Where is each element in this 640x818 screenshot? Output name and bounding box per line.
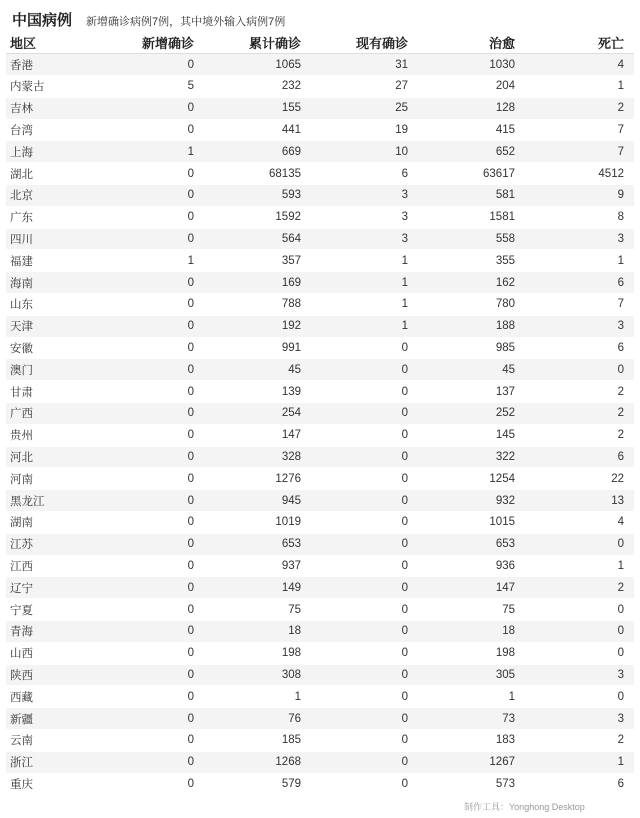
table-header-row: [6, 32, 634, 54]
cell-total-confirmed: 1276: [200, 468, 307, 490]
cell-total-confirmed: 1592: [200, 206, 307, 228]
cell-active-confirmed: 1: [307, 294, 414, 316]
cell-deaths: 6: [521, 446, 634, 468]
cell-cured: 581: [414, 185, 521, 207]
cell-cured: 145: [414, 424, 521, 446]
cell-cured: 73: [414, 708, 521, 730]
cell-total-confirmed: 45: [200, 359, 307, 381]
cell-active-confirmed: 10: [307, 141, 414, 163]
table-row: [6, 294, 634, 316]
column-header-deaths[interactable]: 死亡: [521, 32, 634, 54]
cases-table: [6, 32, 634, 795]
column-header-region[interactable]: 地区: [6, 32, 94, 54]
table-row: [6, 686, 634, 708]
cell-cured: 573: [414, 773, 521, 795]
cell-new-confirmed: 0: [94, 54, 200, 76]
cell-deaths: 3: [521, 228, 634, 250]
cell-active-confirmed: 19: [307, 119, 414, 141]
cell-deaths: 2: [521, 97, 634, 119]
table-row: [6, 664, 634, 686]
cell-total-confirmed: 308: [200, 664, 307, 686]
cell-new-confirmed: 5: [94, 76, 200, 98]
cell-active-confirmed: 6: [307, 163, 414, 185]
cell-deaths: 22: [521, 468, 634, 490]
cell-cured: 558: [414, 228, 521, 250]
cell-total-confirmed: 254: [200, 403, 307, 425]
cell-cured: 1015: [414, 512, 521, 534]
table-row: [6, 599, 634, 621]
cell-active-confirmed: 1: [307, 272, 414, 294]
cell-cured: 1254: [414, 468, 521, 490]
cell-cured: 18: [414, 621, 521, 643]
cell-deaths: 3: [521, 664, 634, 686]
cell-new-confirmed: 0: [94, 533, 200, 555]
cell-region: 上海: [6, 141, 94, 163]
cell-deaths: 0: [521, 621, 634, 643]
cell-new-confirmed: 0: [94, 730, 200, 752]
cell-total-confirmed: 564: [200, 228, 307, 250]
cell-cured: 780: [414, 294, 521, 316]
cell-new-confirmed: 0: [94, 686, 200, 708]
cell-new-confirmed: 0: [94, 294, 200, 316]
page-title: 中国病例: [12, 12, 73, 29]
cell-new-confirmed: 0: [94, 359, 200, 381]
column-header-cured[interactable]: 治愈: [414, 32, 521, 54]
cell-region: 西藏: [6, 686, 94, 708]
cell-new-confirmed: 0: [94, 512, 200, 534]
table-row: [6, 119, 634, 141]
cell-new-confirmed: 0: [94, 468, 200, 490]
cell-region: 宁夏: [6, 599, 94, 621]
table-row: [6, 76, 634, 98]
cell-deaths: 6: [521, 337, 634, 359]
cell-total-confirmed: 788: [200, 294, 307, 316]
table-row: [6, 773, 634, 795]
cell-total-confirmed: 441: [200, 119, 307, 141]
cell-total-confirmed: 669: [200, 141, 307, 163]
cell-new-confirmed: 0: [94, 490, 200, 512]
footer-credit: 制作工具：Yonghong Desktop: [464, 802, 585, 812]
cell-cured: 128: [414, 97, 521, 119]
cell-deaths: 7: [521, 294, 634, 316]
cell-cured: 252: [414, 403, 521, 425]
cell-cured: 198: [414, 642, 521, 664]
cell-region: 黑龙江: [6, 490, 94, 512]
cell-deaths: 2: [521, 730, 634, 752]
cell-cured: 932: [414, 490, 521, 512]
cell-total-confirmed: 169: [200, 272, 307, 294]
table-row: [6, 555, 634, 577]
cell-cured: 415: [414, 119, 521, 141]
cell-region: 贵州: [6, 424, 94, 446]
table-row: [6, 315, 634, 337]
cell-deaths: 4: [521, 512, 634, 534]
cell-new-confirmed: 0: [94, 446, 200, 468]
cell-new-confirmed: 1: [94, 250, 200, 272]
cell-active-confirmed: 0: [307, 599, 414, 621]
cell-active-confirmed: 1: [307, 315, 414, 337]
cell-active-confirmed: 0: [307, 730, 414, 752]
cell-deaths: 1: [521, 250, 634, 272]
cell-deaths: 1: [521, 76, 634, 98]
table-row: [6, 424, 634, 446]
cell-active-confirmed: 0: [307, 446, 414, 468]
cell-cured: 322: [414, 446, 521, 468]
cell-total-confirmed: 155: [200, 97, 307, 119]
cell-total-confirmed: 328: [200, 446, 307, 468]
cell-new-confirmed: 0: [94, 97, 200, 119]
cell-deaths: 2: [521, 424, 634, 446]
column-header-total-confirmed[interactable]: 累计确诊: [200, 32, 307, 54]
cell-region: 内蒙古: [6, 76, 94, 98]
cell-region: 北京: [6, 185, 94, 207]
cell-region: 陕西: [6, 664, 94, 686]
cell-active-confirmed: 0: [307, 424, 414, 446]
cell-region: 浙江: [6, 751, 94, 773]
cell-total-confirmed: 1019: [200, 512, 307, 534]
cell-cured: 188: [414, 315, 521, 337]
table-row: [6, 642, 634, 664]
cell-cured: 63617: [414, 163, 521, 185]
cell-region: 新疆: [6, 708, 94, 730]
cell-active-confirmed: 0: [307, 359, 414, 381]
cell-cured: 1: [414, 686, 521, 708]
cell-new-confirmed: 0: [94, 163, 200, 185]
cell-new-confirmed: 0: [94, 228, 200, 250]
cell-new-confirmed: 0: [94, 642, 200, 664]
table-row: [6, 54, 634, 76]
cell-active-confirmed: 3: [307, 228, 414, 250]
cell-deaths: 3: [521, 708, 634, 730]
cell-new-confirmed: 0: [94, 708, 200, 730]
cell-active-confirmed: 0: [307, 512, 414, 534]
cell-region: 山西: [6, 642, 94, 664]
table-row: [6, 228, 634, 250]
cell-total-confirmed: 147: [200, 424, 307, 446]
cell-region: 江西: [6, 555, 94, 577]
cell-new-confirmed: 0: [94, 206, 200, 228]
cell-deaths: 4: [521, 54, 634, 76]
cell-region: 山东: [6, 294, 94, 316]
cell-active-confirmed: 0: [307, 381, 414, 403]
cell-deaths: 0: [521, 599, 634, 621]
cell-new-confirmed: 0: [94, 773, 200, 795]
cell-deaths: 13: [521, 490, 634, 512]
cell-cured: 45: [414, 359, 521, 381]
cell-total-confirmed: 1: [200, 686, 307, 708]
cell-region: 福建: [6, 250, 94, 272]
cell-new-confirmed: 0: [94, 599, 200, 621]
cell-active-confirmed: 0: [307, 468, 414, 490]
table-row: [6, 141, 634, 163]
cell-new-confirmed: 0: [94, 424, 200, 446]
cell-deaths: 2: [521, 403, 634, 425]
table-row: [6, 751, 634, 773]
cell-region: 湖南: [6, 512, 94, 534]
cell-active-confirmed: 0: [307, 555, 414, 577]
cell-new-confirmed: 0: [94, 577, 200, 599]
cell-active-confirmed: 0: [307, 642, 414, 664]
cell-total-confirmed: 1065: [200, 54, 307, 76]
cell-deaths: 6: [521, 773, 634, 795]
cell-region: 香港: [6, 54, 94, 76]
cell-deaths: 2: [521, 381, 634, 403]
cell-active-confirmed: 1: [307, 250, 414, 272]
cell-active-confirmed: 0: [307, 773, 414, 795]
cell-deaths: 4512: [521, 163, 634, 185]
cell-deaths: 0: [521, 359, 634, 381]
table-row: [6, 577, 634, 599]
cell-cured: 147: [414, 577, 521, 599]
cell-deaths: 8: [521, 206, 634, 228]
cell-region: 甘肃: [6, 381, 94, 403]
cell-active-confirmed: 0: [307, 686, 414, 708]
table-row: [6, 446, 634, 468]
cell-new-confirmed: 0: [94, 751, 200, 773]
table-row: [6, 512, 634, 534]
table-row: [6, 533, 634, 555]
cell-region: 广东: [6, 206, 94, 228]
cell-region: 四川: [6, 228, 94, 250]
cell-cured: 305: [414, 664, 521, 686]
cell-total-confirmed: 357: [200, 250, 307, 272]
cell-active-confirmed: 31: [307, 54, 414, 76]
cell-total-confirmed: 653: [200, 533, 307, 555]
cell-total-confirmed: 139: [200, 381, 307, 403]
cell-cured: 75: [414, 599, 521, 621]
cell-cured: 183: [414, 730, 521, 752]
table-row: [6, 185, 634, 207]
cell-new-confirmed: 0: [94, 337, 200, 359]
cell-new-confirmed: 0: [94, 664, 200, 686]
cell-new-confirmed: 0: [94, 381, 200, 403]
cell-region: 湖北: [6, 163, 94, 185]
cell-active-confirmed: 0: [307, 621, 414, 643]
cell-deaths: 1: [521, 751, 634, 773]
table-row: [6, 381, 634, 403]
column-header-new-confirmed[interactable]: 新增确诊: [94, 32, 200, 54]
cell-region: 江苏: [6, 533, 94, 555]
cell-region: 河南: [6, 468, 94, 490]
cell-active-confirmed: 0: [307, 337, 414, 359]
header: [6, 0, 634, 32]
table-body: [6, 54, 634, 795]
cell-total-confirmed: 192: [200, 315, 307, 337]
cell-total-confirmed: 18: [200, 621, 307, 643]
cell-cured: 204: [414, 76, 521, 98]
cell-active-confirmed: 0: [307, 403, 414, 425]
cell-region: 辽宁: [6, 577, 94, 599]
table-row: [6, 468, 634, 490]
cell-deaths: 0: [521, 642, 634, 664]
cell-region: 台湾: [6, 119, 94, 141]
cell-total-confirmed: 68135: [200, 163, 307, 185]
cell-region: 云南: [6, 730, 94, 752]
cell-total-confirmed: 76: [200, 708, 307, 730]
cell-total-confirmed: 991: [200, 337, 307, 359]
table-row: [6, 272, 634, 294]
cell-new-confirmed: 0: [94, 119, 200, 141]
cell-active-confirmed: 25: [307, 97, 414, 119]
cell-total-confirmed: 579: [200, 773, 307, 795]
cell-cured: 1581: [414, 206, 521, 228]
cell-active-confirmed: 0: [307, 533, 414, 555]
table-row: [6, 708, 634, 730]
cell-region: 安徽: [6, 337, 94, 359]
cell-new-confirmed: 0: [94, 185, 200, 207]
cell-region: 重庆: [6, 773, 94, 795]
cell-new-confirmed: 1: [94, 141, 200, 163]
table-row: [6, 730, 634, 752]
table-row: [6, 163, 634, 185]
cell-total-confirmed: 1268: [200, 751, 307, 773]
cell-total-confirmed: 198: [200, 642, 307, 664]
cell-new-confirmed: 0: [94, 555, 200, 577]
cell-cured: 653: [414, 533, 521, 555]
cell-active-confirmed: 3: [307, 185, 414, 207]
cell-total-confirmed: 149: [200, 577, 307, 599]
cell-region: 天津: [6, 315, 94, 337]
cell-new-confirmed: 0: [94, 272, 200, 294]
cell-new-confirmed: 0: [94, 403, 200, 425]
cell-deaths: 7: [521, 141, 634, 163]
cell-cured: 936: [414, 555, 521, 577]
table-row: [6, 359, 634, 381]
cell-cured: 162: [414, 272, 521, 294]
cell-cured: 1030: [414, 54, 521, 76]
cell-active-confirmed: 0: [307, 751, 414, 773]
cell-deaths: 3: [521, 315, 634, 337]
table-row: [6, 337, 634, 359]
cell-active-confirmed: 0: [307, 577, 414, 599]
cell-total-confirmed: 232: [200, 76, 307, 98]
cell-active-confirmed: 0: [307, 490, 414, 512]
cell-new-confirmed: 0: [94, 315, 200, 337]
cell-cured: 355: [414, 250, 521, 272]
cell-total-confirmed: 937: [200, 555, 307, 577]
cell-cured: 985: [414, 337, 521, 359]
cell-deaths: 0: [521, 686, 634, 708]
table-row: [6, 97, 634, 119]
cell-deaths: 6: [521, 272, 634, 294]
cell-total-confirmed: 945: [200, 490, 307, 512]
page-subtitle: 新增确诊病例7例，其中境外输入病例7例: [86, 16, 286, 28]
cell-active-confirmed: 0: [307, 664, 414, 686]
table-row: [6, 206, 634, 228]
cell-active-confirmed: 3: [307, 206, 414, 228]
cell-new-confirmed: 0: [94, 621, 200, 643]
cell-total-confirmed: 593: [200, 185, 307, 207]
table-row: [6, 621, 634, 643]
cell-region: 广西: [6, 403, 94, 425]
cell-deaths: 7: [521, 119, 634, 141]
cell-total-confirmed: 75: [200, 599, 307, 621]
table-row: [6, 403, 634, 425]
cell-cured: 1267: [414, 751, 521, 773]
table-row: [6, 490, 634, 512]
table-row: [6, 250, 634, 272]
cell-total-confirmed: 185: [200, 730, 307, 752]
cell-active-confirmed: 0: [307, 708, 414, 730]
cell-cured: 652: [414, 141, 521, 163]
cell-region: 吉林: [6, 97, 94, 119]
cell-deaths: 2: [521, 577, 634, 599]
cell-region: 海南: [6, 272, 94, 294]
cell-region: 河北: [6, 446, 94, 468]
cell-region: 青海: [6, 621, 94, 643]
column-header-active-confirmed[interactable]: 现有确诊: [307, 32, 414, 54]
cell-active-confirmed: 27: [307, 76, 414, 98]
cell-cured: 137: [414, 381, 521, 403]
cell-deaths: 1: [521, 555, 634, 577]
cell-region: 澳门: [6, 359, 94, 381]
cell-deaths: 0: [521, 533, 634, 555]
cell-deaths: 9: [521, 185, 634, 207]
